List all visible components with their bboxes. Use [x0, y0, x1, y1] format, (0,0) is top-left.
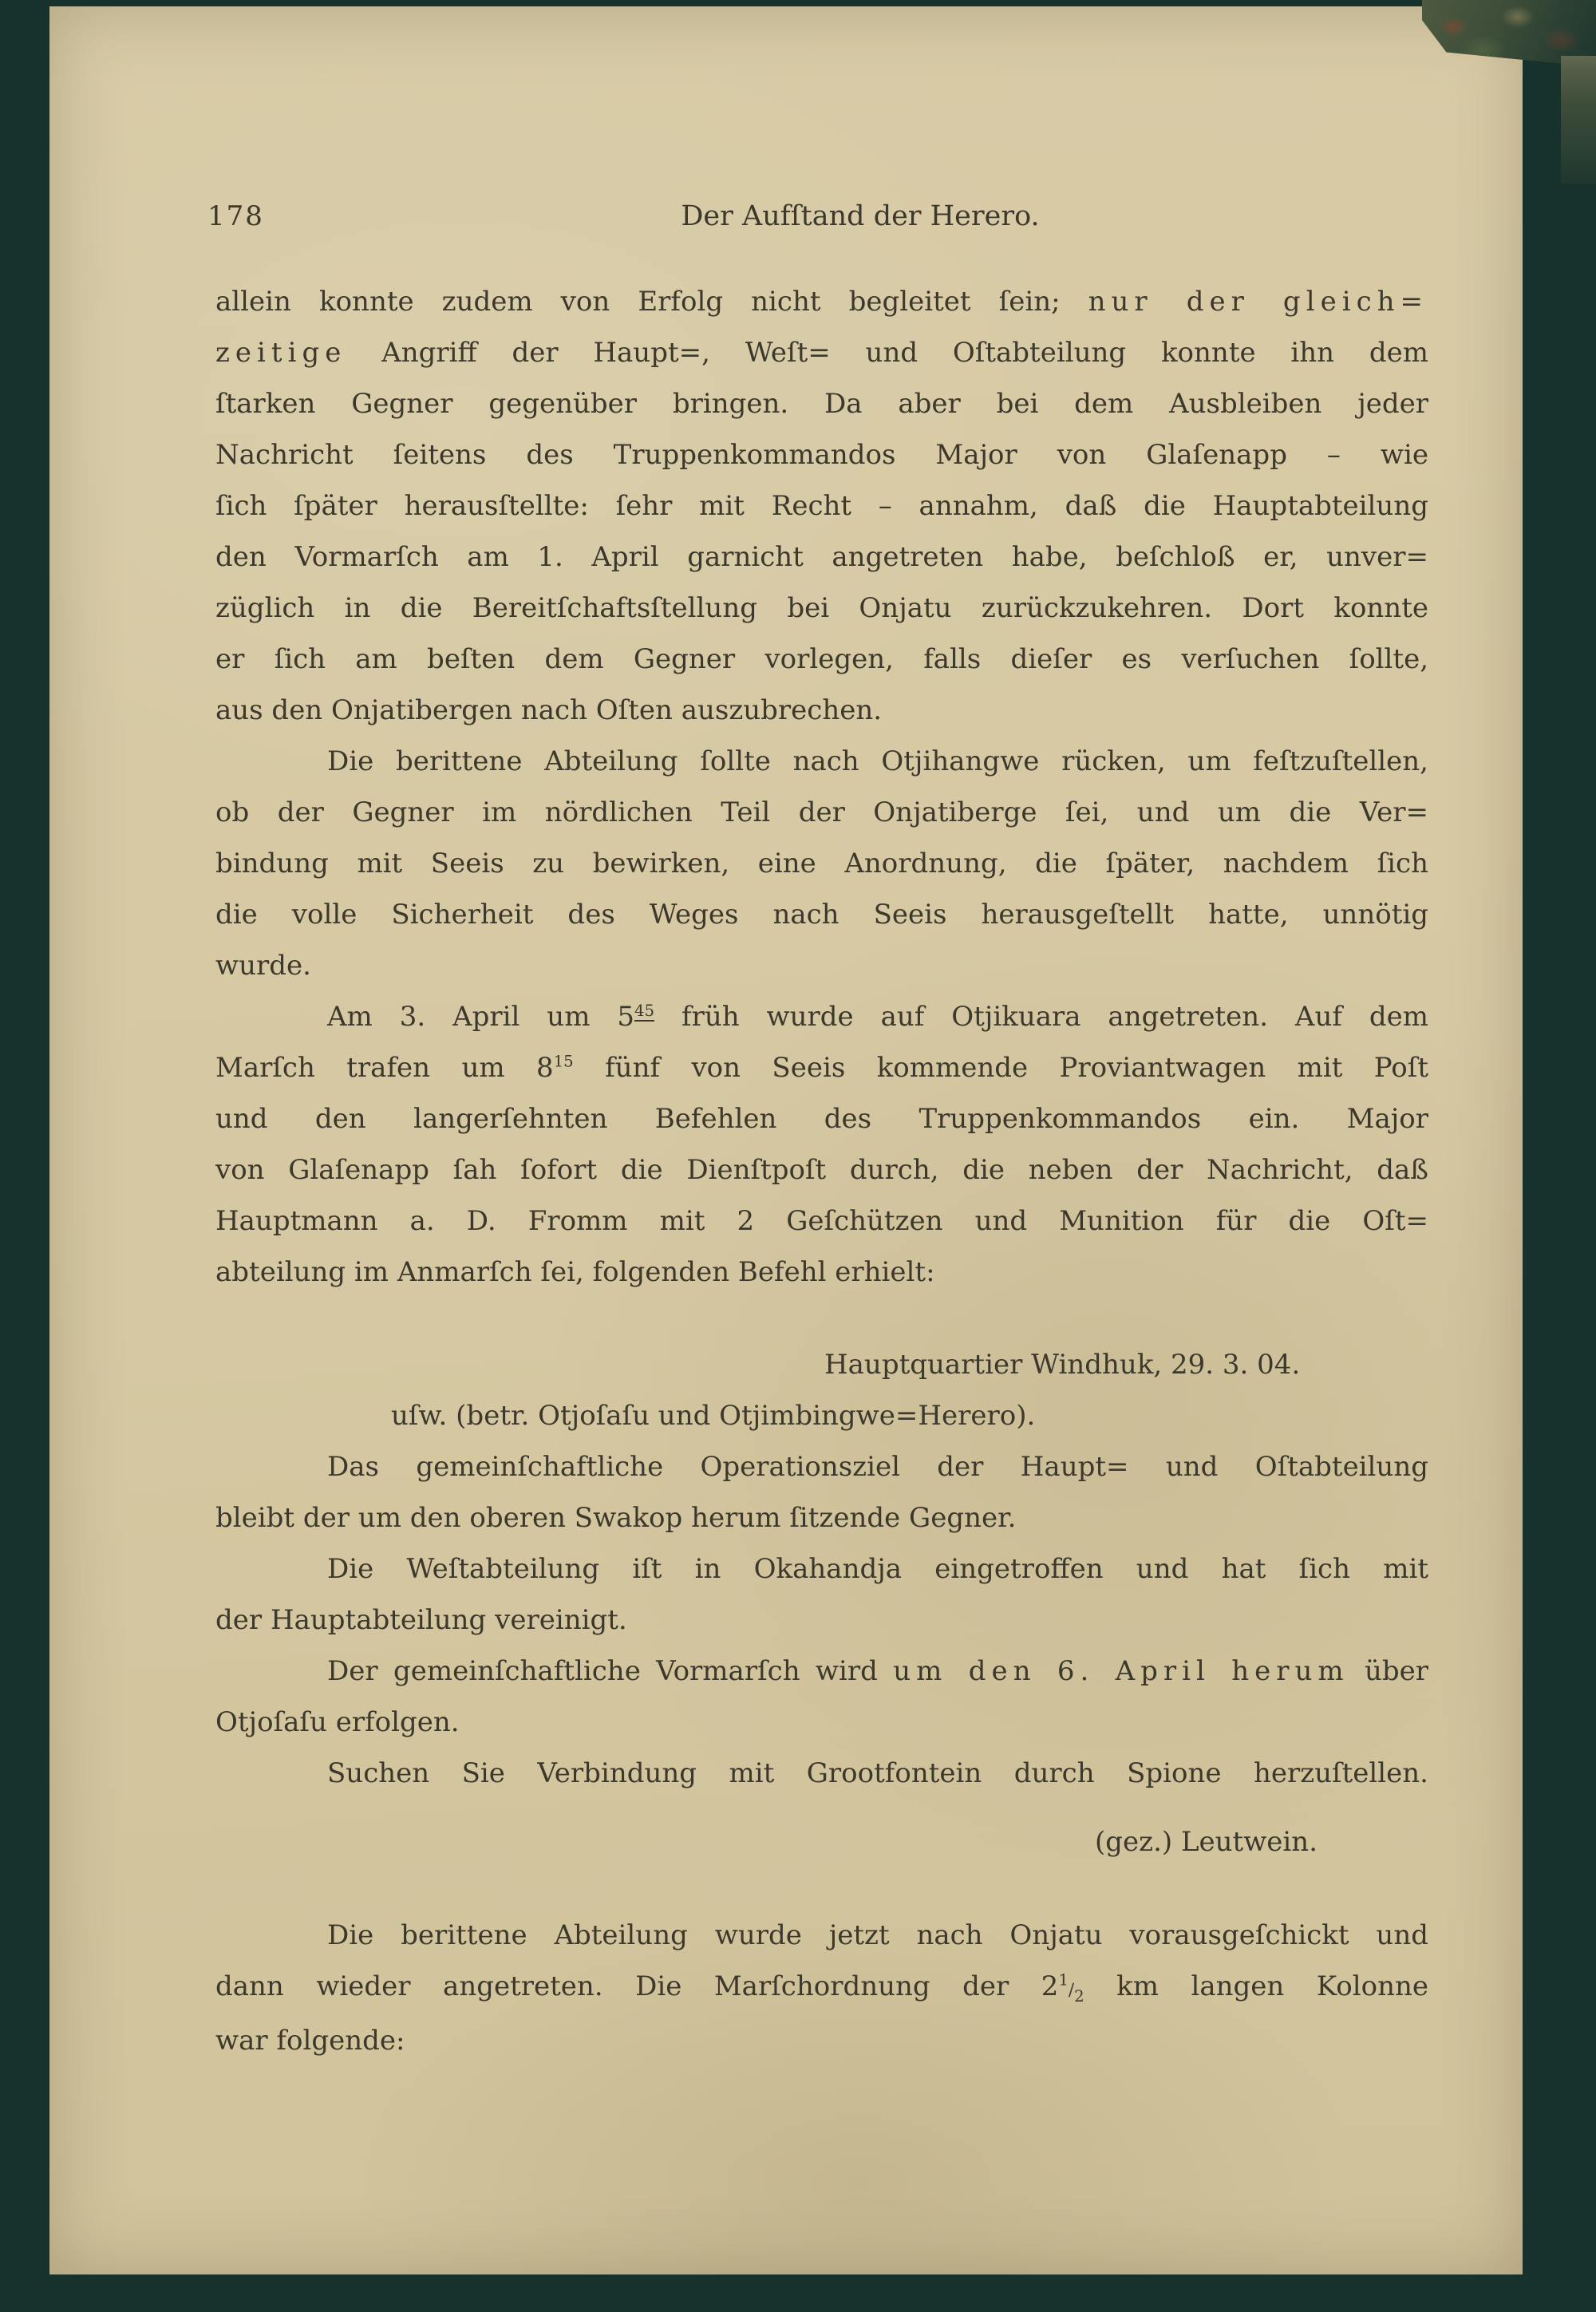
text-segment: und den langerſehnten Befehlen des Truppenkommandos ein. Major — [215, 1103, 1428, 1135]
text-line — [215, 991, 1428, 1042]
text-segment: Nachricht ſeitens des Truppenkommandos Major von Glaſenapp – wie — [215, 439, 1428, 471]
text-segment: 45 — [634, 1001, 655, 1020]
text-segment: um den 6. April herum — [893, 1655, 1349, 1687]
text-line — [215, 1697, 1428, 1748]
text-line — [215, 889, 1428, 940]
text-segment: wurde. — [215, 950, 311, 982]
text-line — [215, 1910, 1428, 1961]
text-segment: Angriff der Haupt=, Weſt= und Oſtabteilung konnte ihn dem — [346, 337, 1428, 369]
text-segment: Marſch trafen um 8 — [215, 1052, 554, 1084]
text-segment: er ſich am beſten dem Gegner vorlegen, falls dieſer es verſuchen ſollte, — [215, 643, 1428, 675]
text-segment: Hauptquartier Windhuk, 29. 3. 04. — [824, 1349, 1301, 1381]
text-line — [215, 1543, 1428, 1595]
text-segment: Hauptmann a. D. Fromm mit 2 Geſchützen und Munition für die Oſt= — [215, 1205, 1428, 1237]
text-segment: bindung mit Seeis zu bewirken, eine Anordnung, die ſpäter, nachdem ſich — [215, 848, 1428, 879]
text-segment: nur der gleich= — [1088, 286, 1428, 318]
text-line — [215, 1196, 1428, 1247]
text-line — [215, 1144, 1428, 1196]
text-segment: fünf von Seeis kommende Proviantwagen mit Poſt — [573, 1052, 1429, 1084]
text-segment: / — [1068, 1979, 1075, 1999]
text-line — [215, 1042, 1428, 1093]
text-line — [215, 838, 1428, 889]
text-line — [215, 940, 1428, 991]
text-segment: bleibt der um den oberen Swakop herum ſitzende Gegner. — [215, 1502, 1017, 1534]
text-segment: dann wieder angetreten. Die Marſchordnung der 2 — [215, 1970, 1059, 2002]
text-line — [215, 583, 1428, 634]
text-segment: Die berittene Abteilung ſollte nach Otjihangwe rücken, um feſtzuſtellen, — [327, 745, 1428, 777]
text-block — [215, 276, 1428, 2066]
text-line — [215, 736, 1428, 787]
text-line — [215, 1492, 1428, 1543]
text-line — [215, 1646, 1428, 1697]
text-segment: war folgende: — [215, 2025, 405, 2057]
text-segment: Otjoſaſu erfolgen. — [215, 1706, 460, 1738]
text-segment: Das gemeinſchaftliche Operationsziel der Haupt= und Oſtabteilung — [327, 1451, 1428, 1483]
text-segment: Der gemeinſchaftliche Vormarſch wird — [327, 1655, 894, 1687]
text-segment: 1 — [1058, 1970, 1069, 1990]
text-segment: züglich in die Bereitſchaftsſtellung bei Onjatu zurückzukehren. Dort konnte — [215, 592, 1428, 624]
page-edge-streak — [1561, 56, 1596, 184]
text-line — [215, 1247, 1428, 1298]
page-number: 178 — [207, 200, 264, 232]
text-segment: ob der Gegner im nördlichen Teil der Onjatiberge ſei, und um die Ver= — [215, 796, 1428, 828]
text-segment: von Glaſenapp ſah ſofort die Dienſtpoſt durch, die neben der Nachricht, daß — [215, 1154, 1428, 1186]
text-segment: Am 3. April um 5 — [327, 1001, 634, 1033]
text-line — [215, 787, 1428, 838]
text-line — [215, 327, 1428, 378]
text-segment: Die Weſtabteilung iſt in Okahandja eingetroffen und hat ſich mit — [327, 1553, 1428, 1585]
text-segment: abteilung im Anmarſch ſei, folgenden Befehl erhielt: — [215, 1256, 935, 1288]
text-segment: die volle Sicherheit des Weges nach Seeis herausgeſtellt hatte, unnötig — [215, 899, 1428, 931]
text-segment: aus den Onjatibergen nach Oſten auszubrechen. — [215, 694, 883, 726]
text-line — [215, 1441, 1428, 1492]
text-segment: km langen Kolonne — [1084, 1970, 1429, 2002]
text-segment: 15 — [553, 1052, 574, 1071]
running-header: Der Aufſtand der Herero. — [681, 200, 1040, 232]
text-segment: Suchen Sie Verbindung mit Grootfontein durch Spione herzuſtellen. — [327, 1757, 1428, 1789]
text-line — [215, 1595, 1428, 1646]
text-line — [215, 378, 1428, 429]
text-segment: ſich ſpäter herausſtellte: ſehr mit Recht – annahm, daß die Hauptabteilung — [215, 490, 1428, 522]
text-segment: über — [1349, 1655, 1429, 1687]
text-line — [215, 634, 1428, 685]
text-segment: 2 — [1074, 1986, 1084, 2006]
text-line — [215, 1961, 1428, 2015]
text-segment: zeitige — [215, 337, 347, 369]
text-line — [215, 532, 1428, 583]
text-line — [215, 1093, 1428, 1144]
text-line — [215, 429, 1428, 480]
text-segment: uſw. (betr. Otjoſaſu und Otjimbingwe=Herero). — [391, 1400, 1036, 1432]
text-line — [215, 1390, 1428, 1441]
text-segment: ſtarken Gegner gegenüber bringen. Da aber bei dem Ausbleiben jeder — [215, 388, 1428, 420]
letter-date-line — [215, 1339, 1428, 1390]
text-segment: Die berittene Abteilung wurde jetzt nach Onjatu vorausgeſchickt und — [327, 1919, 1428, 1951]
text-line — [215, 2015, 1428, 2066]
text-segment: (gez.) Leutwein. — [1095, 1826, 1318, 1858]
text-segment: den Vormarſch am 1. April garnicht angetreten habe, beſchloß er, unver= — [215, 541, 1428, 573]
text-line — [215, 685, 1428, 736]
text-line — [215, 1748, 1428, 1799]
book-page — [49, 6, 1523, 2274]
letter-signature-line — [215, 1816, 1428, 1867]
text-segment: der Hauptabteilung vereinigt. — [215, 1604, 627, 1636]
text-line — [215, 276, 1428, 327]
text-segment: früh wurde auf Otjikuara angetreten. Auf dem — [654, 1001, 1428, 1033]
text-line — [215, 480, 1428, 532]
text-segment: allein konnte zudem von Erfolg nicht begleitet ſein; — [215, 286, 1088, 318]
